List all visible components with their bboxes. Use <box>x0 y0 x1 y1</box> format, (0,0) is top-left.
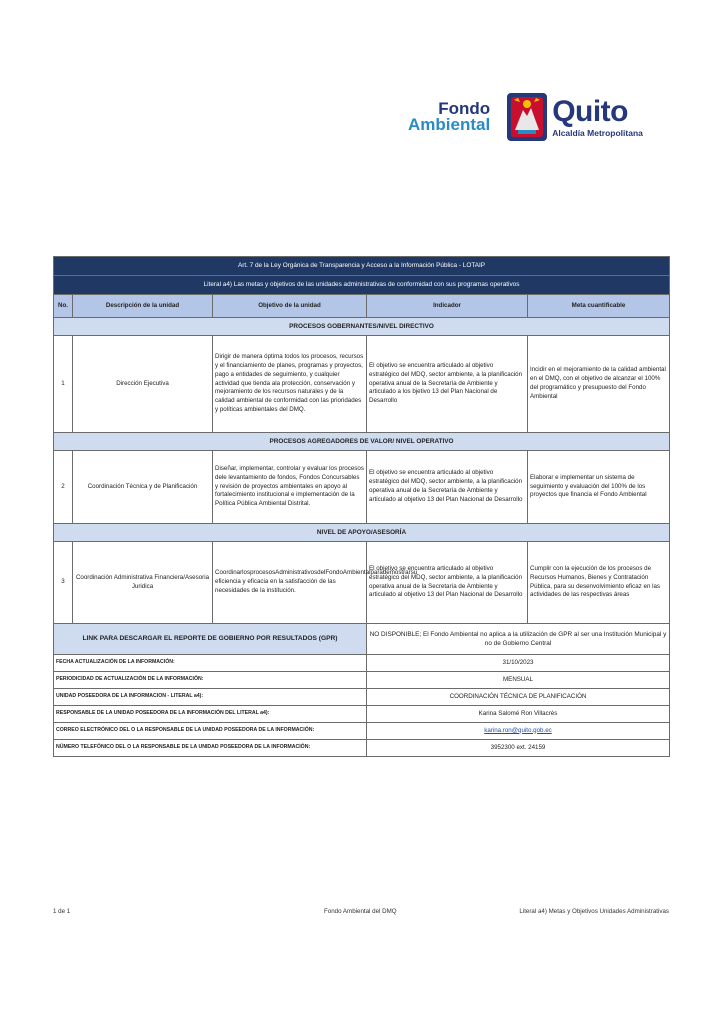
quito-logo-word: Quito <box>552 94 628 128</box>
row-meta: Elaborar e implementar un sistema de seguimiento y evaluación del 100% de los proyectos que financia el Fondo Ambiental <box>528 451 670 524</box>
info-label: FECHA ACTUALIZACIÓN DE LA INFORMACIÓN: <box>54 655 367 672</box>
footer-page-number: 1 de 1 <box>53 908 71 915</box>
table-title: Art. 7 de la Ley Orgánica de Transparencia y Acceso a la Información Pública - LOTAIP <box>54 257 670 276</box>
section-title: PROCESOS AGREGADORES DE VALOR/ NIVEL OPERATIVO <box>54 433 670 451</box>
info-row <box>54 723 670 740</box>
row-indicador: El objetivo se encuentra articulado al objetivo estratégico del MDQ, sector ambiente, a la planificación operativa anual de la Secretaría de Ambiente y articulado a los bjetivo 13 del Plan Nacional de Desarrollo <box>367 336 528 433</box>
info-label: CORREO ELECTRÓNICO DEL O LA RESPONSABLE DE LA UNIDAD POSEEDORA DE LA INFORMACIÓN: <box>54 723 367 740</box>
info-label: RESPONSABLE DE LA UNIDAD POSEEDORA DE LA INFORMACIÓN DEL LITERAL a4): <box>54 706 367 723</box>
section-title: NIVEL DE APOYO/ASESORÍA <box>54 524 670 542</box>
info-row <box>54 706 670 723</box>
row-no: 3 <box>54 542 73 624</box>
info-value <box>367 723 670 740</box>
fondo-logo-line1: Fondo <box>438 99 491 118</box>
info-row <box>54 689 670 706</box>
row-objetivo: CoordinarlosprocesosAdministrativosdelFondoAmbientalparademostrarsu eficiencia y eficacia en la satisfacción de las necesidades de la institución. <box>213 542 367 624</box>
info-label: PERIODICIDAD DE ACTUALIZACIÓN DE LA INFORMACIÓN: <box>54 672 367 689</box>
column-header-meta: Meta cuantificable <box>528 295 670 318</box>
fondo-ambiental-logo <box>408 101 490 133</box>
info-row <box>54 655 670 672</box>
quito-logo <box>552 94 643 138</box>
info-label: NÚMERO TELEFÓNICO DEL O LA RESPONSABLE DE LA UNIDAD POSEEDORA DE LA INFORMACIÓN: <box>54 740 367 757</box>
gpr-link-value: NO DISPONIBLE; El Fondo Ambiental no aplica a la utilización de GPR al ser una Institución Municipal y no de Gobierno Central <box>367 624 670 655</box>
header-logos <box>408 89 643 145</box>
table-row <box>54 451 670 524</box>
row-meta: Cumplir con la ejecución de los procesos de Recursos Humanos, Bienes y Contratación Pública, para su desenvolvimiento eficaz en las actividades de las respectivas áreas <box>528 542 670 624</box>
info-value: MENSUAL <box>367 672 670 689</box>
info-value: 3952300 ext. 24159 <box>367 740 670 757</box>
column-header-unidad: Descripción de la unidad <box>73 295 213 318</box>
column-header-indicador: Indicador <box>367 295 528 318</box>
info-value: COORDINACIÓN TÉCNICA DE PLANIFICACIÓN <box>367 689 670 706</box>
row-no: 1 <box>54 336 73 433</box>
row-no: 2 <box>54 451 73 524</box>
row-objetivo: Dirigir de manera óptima todos los procesos, recursos y el financiamiento de planes, programas y proyectos, pago a entidades de seguimiento, y cualquier actividad que tienda ala protección, conservación y mejoramiento de los recursos naturales y de la calidad ambiental de conformidad con las prioridades y políticas ambientales del DMQ. <box>213 336 367 433</box>
table-row <box>54 542 670 624</box>
fondo-logo-line2: Ambiental <box>408 115 491 134</box>
column-header-objetivo: Objetivo de la unidad <box>213 295 367 318</box>
info-row <box>54 672 670 689</box>
footer-center-text: Fondo Ambiental del DMQ <box>324 908 397 915</box>
info-value: Karina Salomé Ron Villacrés <box>367 706 670 723</box>
lotaip-table <box>53 256 670 757</box>
row-unidad: Dirección Ejecutiva <box>73 336 213 433</box>
row-objetivo: Diseñar, implementar, controlar y evaluar los procesos dele levantamiento de fondos, Fondos Concursables y revisión de proyectos ambientales en apoyo al fortalecimiento institucional e implementación de la Política Pública Ambiental Distrital. <box>213 451 367 524</box>
table-row <box>54 336 670 433</box>
gpr-link-label: LINK PARA DESCARGAR EL REPORTE DE GOBIERNO POR RESULTADOS (GPR) <box>54 624 367 655</box>
section-title: PROCESOS GOBERNANTES/NIVEL DIRECTIVO <box>54 318 670 336</box>
info-label: UNIDAD POSEEDORA DE LA INFORMACION - LITERAL a4): <box>54 689 367 706</box>
row-meta: Incidir en el mejoramiento de la calidad ambiental en el DMQ, con el objetivo de alcanzar el 100% del programático y presupuesto del Fondo Ambiental <box>528 336 670 433</box>
table-subtitle: Literal a4) Las metas y objetivos de las unidades administrativas de conformidad con sus programas operativos <box>54 276 670 295</box>
info-row <box>54 740 670 757</box>
email-link[interactable]: karina.ron@quito.gob.ec <box>484 726 552 734</box>
row-unidad: Coordinación Técnica y de Planificación <box>73 451 213 524</box>
row-indicador: El objetivo se encuentra articulado al objetivo estratégico del MDQ, sector ambiente, a la planificación operativa anual de la Secretaría de Ambiente y articulado al objetivo 13 del Plan Nacional de Desarrollo <box>367 451 528 524</box>
row-indicador: El objetivo se encuentra articulado al objetivo estratégico del MDQ, sector ambiente, a la planificación operativa anual de la Secretaría de Ambiente y articulado al objetivo 13 del Plan Nacional de Desarrollo <box>367 542 528 624</box>
column-header-no: No. <box>54 295 73 318</box>
quito-coat-of-arms-icon <box>506 92 548 142</box>
quito-logo-subtitle: Alcaldía Metropolitana <box>552 127 643 138</box>
footer-right-text: Literal a4) Metas y Objetivos Unidades Administrativas <box>519 908 669 915</box>
info-value: 31/10/2023 <box>367 655 670 672</box>
row-unidad: Coordinación Administrativa Financiera/Asesoria Juridica <box>73 542 213 624</box>
